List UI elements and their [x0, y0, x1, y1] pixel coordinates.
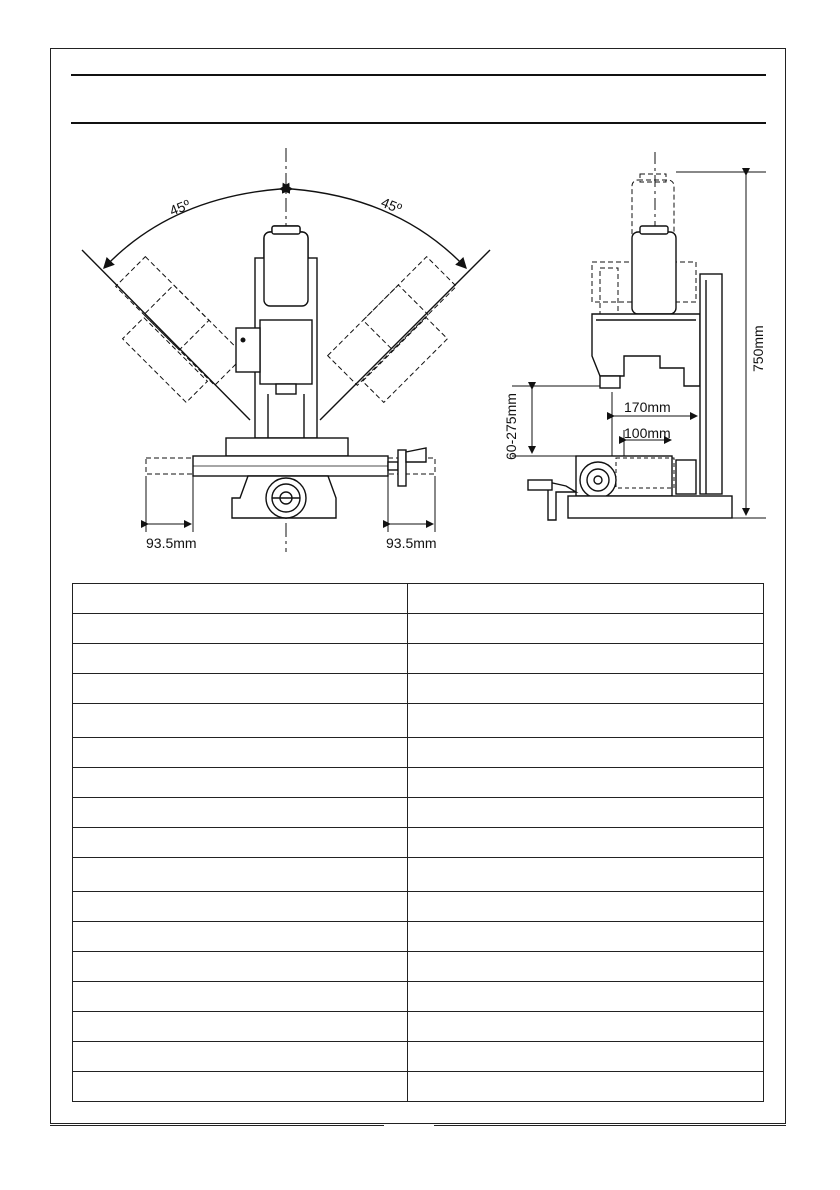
depth-170-label: 170mm: [624, 399, 671, 415]
table-row: [73, 892, 764, 922]
table-row: [73, 922, 764, 952]
side-column: [700, 274, 722, 494]
spec-label-cell: [73, 614, 408, 644]
side-motor: [632, 232, 676, 314]
spec-value-cell: [408, 982, 764, 1012]
spec-label-cell: [73, 892, 408, 922]
spec-value-cell: [408, 738, 764, 768]
table-row: [73, 1042, 764, 1072]
overall-height-label: 750mm: [750, 325, 766, 372]
height-range-label: 60-275mm: [503, 393, 519, 460]
spec-label-cell: [73, 1072, 408, 1102]
table-row: [73, 1012, 764, 1042]
table-row: [73, 644, 764, 674]
side-base: [568, 496, 732, 518]
tilted-head-left: [116, 257, 245, 403]
spec-label-cell: [73, 982, 408, 1012]
spec-label-cell: [73, 828, 408, 858]
spec-value-cell: [408, 614, 764, 644]
spec-value-cell: [408, 1012, 764, 1042]
spec-value-cell: [408, 892, 764, 922]
side-spindle: [600, 376, 620, 388]
spec-label-cell: [73, 738, 408, 768]
spec-label-cell: [73, 952, 408, 982]
table-row: [73, 704, 764, 738]
table-row: [73, 674, 764, 704]
footer-rule-right: [434, 1125, 786, 1126]
spec-label-cell: [73, 858, 408, 892]
front-view: [82, 148, 490, 552]
headstock: [260, 320, 312, 384]
header-rule-top: [71, 74, 766, 76]
tilted-head-right: [328, 257, 457, 403]
right-travel-label: 93.5mm: [386, 535, 437, 551]
table-row: [73, 798, 764, 828]
side-view: [512, 152, 766, 520]
spec-value-cell: [408, 1042, 764, 1072]
left-angle-label: 45º: [167, 196, 193, 219]
spec-label-cell: [73, 584, 408, 614]
table-row: [73, 738, 764, 768]
spec-value-cell: [408, 704, 764, 738]
table-row: [73, 858, 764, 892]
tilt-axis-right: [320, 250, 490, 420]
spec-label-cell: [73, 922, 408, 952]
footer-rule-left: [50, 1125, 384, 1126]
depth-100-label: 100mm: [624, 425, 671, 441]
spec-label-cell: [73, 798, 408, 828]
table-row: [73, 828, 764, 858]
right-angle-label: 45º: [378, 193, 405, 217]
table-row: [73, 952, 764, 982]
tilt-axis-left: [82, 250, 250, 420]
table-row: [73, 982, 764, 1012]
table-row: [73, 614, 764, 644]
table-support: [226, 438, 348, 456]
header-rule-bottom: [71, 122, 766, 124]
table-row: [73, 1072, 764, 1102]
spec-value-cell: [408, 922, 764, 952]
machine-dimension-drawing: [0, 130, 840, 560]
specification-table: [72, 583, 764, 1102]
spec-label-cell: [73, 674, 408, 704]
spec-label-cell: [73, 1042, 408, 1072]
spec-value-cell: [408, 584, 764, 614]
spec-value-cell: [408, 644, 764, 674]
spindle: [276, 384, 296, 394]
spec-value-cell: [408, 952, 764, 982]
angle-arc-left: [104, 189, 280, 268]
spec-value-cell: [408, 674, 764, 704]
spec-value-cell: [408, 768, 764, 798]
spec-value-cell: [408, 1072, 764, 1102]
spec-value-cell: [408, 858, 764, 892]
spec-label-cell: [73, 644, 408, 674]
side-head: [592, 314, 700, 386]
table-row: [73, 768, 764, 798]
spec-value-cell: [408, 828, 764, 858]
table-row: [73, 584, 764, 614]
spec-label-cell: [73, 1012, 408, 1042]
spec-value-cell: [408, 798, 764, 828]
left-travel-label: 93.5mm: [146, 535, 197, 551]
section-heading: [71, 80, 766, 118]
spec-label-cell: [73, 768, 408, 798]
angle-arc-right: [292, 189, 466, 268]
spec-label-cell: [73, 704, 408, 738]
